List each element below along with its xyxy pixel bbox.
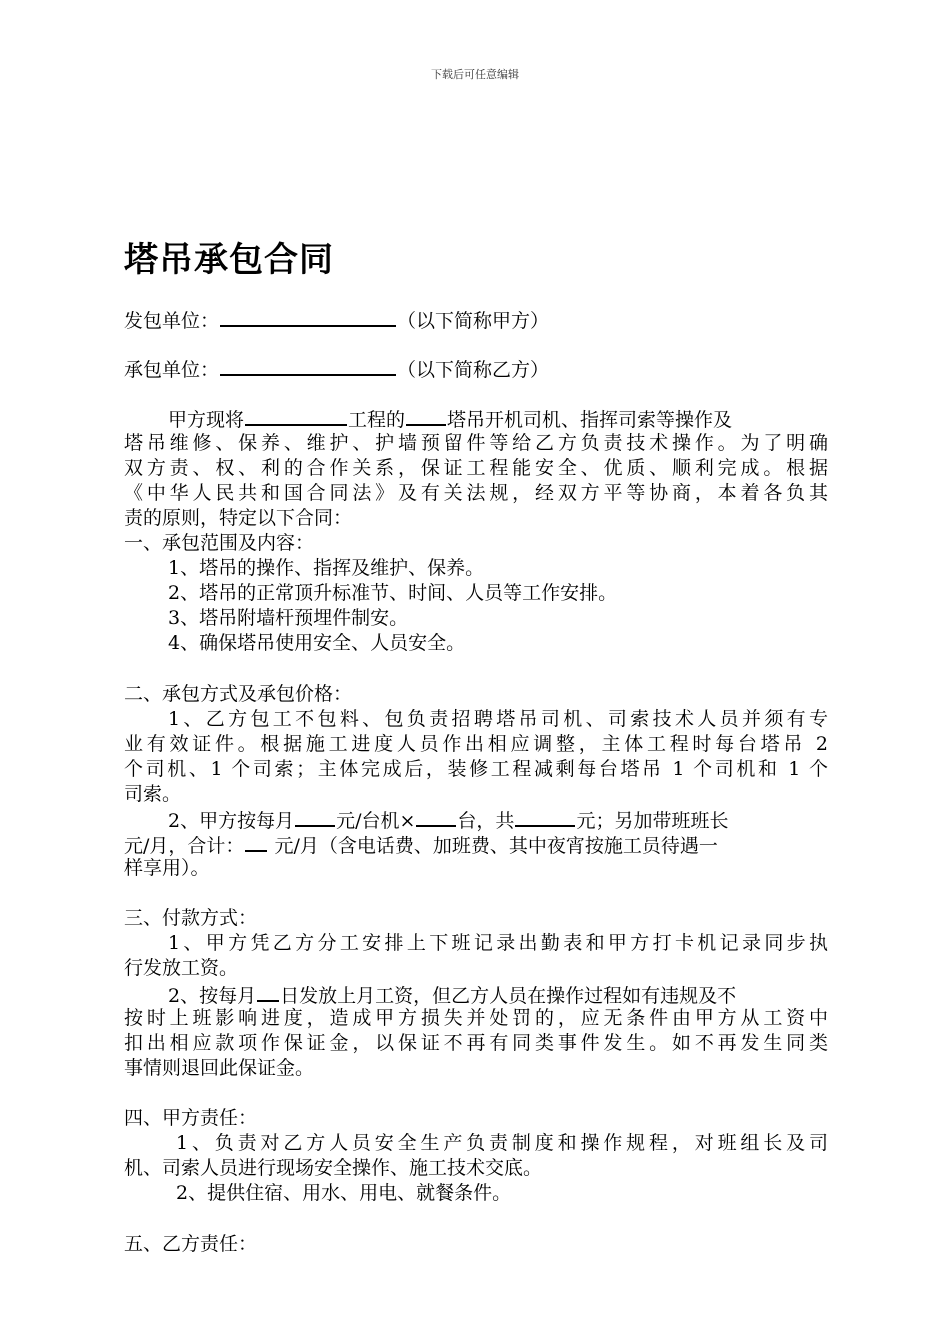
intro-text: 塔吊开机司机、指挥司索等操作及 bbox=[447, 409, 733, 431]
section-3-p1-line-2: 行发放工资。 bbox=[124, 957, 239, 979]
intro-line-2: 塔吊维修、保养、维护、护墙预留件等给乙方负责技术操作。为了明确 bbox=[124, 432, 828, 454]
section-2-p2-line-1 bbox=[124, 806, 828, 833]
machine-count-blank[interactable] bbox=[416, 806, 456, 827]
party-a-blank[interactable] bbox=[220, 306, 396, 327]
party-b-blank[interactable] bbox=[220, 355, 396, 376]
section-1-item: 4、确保塔吊使用安全、人员安全。 bbox=[168, 632, 466, 654]
total-price-blank[interactable] bbox=[515, 806, 575, 827]
section-2-p1-line-2: 业有效证件。根据施工进度人员作出相应调整，主体工程时每台塔吊 2 bbox=[124, 733, 828, 755]
price-text: 元/月，合计： bbox=[124, 835, 245, 857]
intro-line-1 bbox=[124, 405, 828, 432]
project-name-blank[interactable] bbox=[245, 405, 347, 426]
intro-line-4: 《中华人民共和国合同法》及有关法规，经双方平等协商，本着各负其 bbox=[124, 482, 828, 504]
section-4-heading: 四、甲方责任： bbox=[124, 1107, 258, 1129]
section-2-p2-line-2 bbox=[124, 831, 828, 858]
crane-count-blank[interactable] bbox=[406, 405, 446, 426]
section-4-p1-line-1: 1、负责对乙方人员安全生产负责制度和操作规程，对班组长及司 bbox=[176, 1132, 828, 1154]
payment-text: 日发放上月工资，但乙方人员在操作过程如有违规及不 bbox=[280, 985, 737, 1007]
section-3-p2-line-2: 按时上班影响进度，造成甲方损失并处罚的，应无条件由甲方从工资中 bbox=[124, 1007, 828, 1029]
section-3-p2-line-1 bbox=[124, 981, 828, 1008]
intro-line-3: 双方责、权、利的合作关系，保证工程能安全、优质、顺利完成。根据 bbox=[124, 457, 828, 479]
price-text: 台，共 bbox=[457, 810, 515, 832]
section-5-heading: 五、乙方责任： bbox=[124, 1233, 258, 1255]
price-text: 元/台机× bbox=[336, 810, 416, 832]
page-header: 下载后可任意编辑 bbox=[431, 68, 519, 81]
section-3-p2-line-3: 扣出相应款项作保证金，以保证不再有同类事件发生。如不再发生同类 bbox=[124, 1032, 828, 1054]
party-a-suffix: （以下简称甲方） bbox=[397, 310, 550, 332]
document-title: 塔吊承包合同 bbox=[124, 240, 334, 280]
pay-day-blank[interactable] bbox=[257, 981, 279, 1002]
section-3-heading: 三、付款方式： bbox=[124, 907, 258, 929]
section-1-item: 1、塔吊的操作、指挥及维护、保养。 bbox=[168, 557, 485, 579]
intro-text: 甲方现将 bbox=[168, 409, 245, 431]
price-text: 元；另加带班班长 bbox=[576, 810, 729, 832]
intro-line-5: 责的原则，特定以下合同： bbox=[124, 507, 353, 529]
monthly-total-blank[interactable] bbox=[245, 831, 267, 852]
section-3-p1-line-1: 1、甲方凭乙方分工安排上下班记录出勤表和甲方打卡机记录同步执 bbox=[168, 932, 828, 954]
party-b-line bbox=[124, 355, 828, 382]
section-2-p1-line-4: 司索。 bbox=[124, 783, 182, 805]
party-b-suffix: （以下简称乙方） bbox=[397, 359, 550, 381]
party-a-label: 发包单位： bbox=[124, 310, 220, 332]
intro-text: 工程的 bbox=[348, 409, 406, 431]
party-b-label: 承包单位： bbox=[124, 359, 220, 381]
section-4-p1-line-2: 机、司索人员进行现场安全操作、施工技术交底。 bbox=[124, 1157, 543, 1179]
section-1-item: 3、塔吊附墙杆预埋件制安。 bbox=[168, 607, 409, 629]
price-text: 元/月（含电话费、加班费、其中夜宵按施工员待遇一 bbox=[268, 835, 718, 857]
section-2-p1-line-1: 1、乙方包工不包料、包负责招聘塔吊司机、司索技术人员并须有专 bbox=[168, 708, 828, 730]
monthly-price-blank[interactable] bbox=[295, 806, 335, 827]
section-2-p1-line-3: 个司机、1 个司索；主体完成后，装修工程减剩每台塔吊 1 个司机和 1 个 bbox=[124, 758, 828, 780]
payment-text: 2、按每月 bbox=[168, 985, 257, 1007]
section-2-heading: 二、承包方式及承包价格： bbox=[124, 683, 353, 705]
section-2-p2-line-3: 样享用）。 bbox=[124, 857, 210, 879]
party-a-line bbox=[124, 306, 828, 333]
section-3-p2-line-4: 事情则退回此保证金。 bbox=[124, 1057, 315, 1079]
section-1-heading: 一、承包范围及内容： bbox=[124, 532, 315, 554]
section-4-p2: 2、提供住宿、用水、用电、就餐条件。 bbox=[176, 1182, 512, 1204]
section-1-item: 2、塔吊的正常顶升标准节、时间、人员等工作安排。 bbox=[168, 582, 618, 604]
price-text: 2、甲方按每月 bbox=[168, 810, 295, 832]
